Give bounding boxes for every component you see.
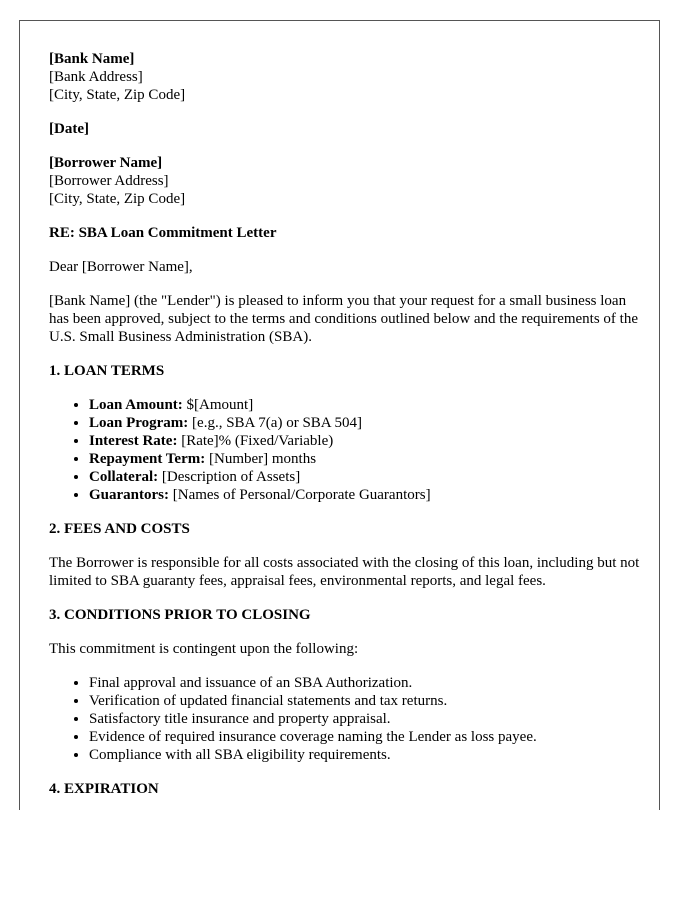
term-label: Interest Rate:: [89, 433, 178, 449]
letter-page: [19, 20, 660, 810]
loan-terms-list: [49, 396, 649, 504]
conditions-intro: This commitment is contingent upon the following:: [49, 641, 359, 657]
term-value: [Rate]% (Fixed/Variable): [177, 433, 334, 449]
bank-address: [Bank Address]: [49, 69, 143, 85]
term-value: [Description of Assets]: [158, 469, 301, 485]
term-value: [Number] months: [205, 451, 317, 467]
term-label: Repayment Term:: [89, 451, 206, 467]
conditions-list: [49, 674, 649, 764]
bank-name: [Bank Name]: [49, 51, 135, 67]
term-label: Loan Program:: [89, 415, 189, 431]
conditions-heading: 3. CONDITIONS PRIOR TO CLOSING: [49, 607, 311, 623]
term-value: [e.g., SBA 7(a) or SBA 504]: [188, 415, 363, 431]
fees-heading: 2. FEES AND COSTS: [49, 521, 190, 537]
bank-city-state-zip: [City, State, Zip Code]: [49, 87, 186, 103]
term-value: $[Amount]: [182, 397, 254, 413]
loan-terms-heading: 1. LOAN TERMS: [49, 363, 165, 379]
list-item: • Compliance with all SBA eligibility requirements.: [89, 746, 649, 764]
term-label: Loan Amount:: [89, 397, 183, 413]
list-item: [89, 468, 649, 486]
list-item: • Satisfactory title insurance and property appraisal.: [89, 710, 649, 728]
term-value: [Names of Personal/Corporate Guarantors]: [169, 487, 431, 503]
list-item: [89, 486, 649, 504]
list-item: • Final approval and issuance of an SBA Authorization.: [89, 674, 649, 692]
list-item: [89, 432, 649, 450]
term-label: Guarantors:: [89, 487, 169, 503]
letter-content: [49, 50, 649, 810]
bank-block: [49, 50, 649, 104]
fees-paragraph: The Borrower is responsible for all costs associated with the closing of this loan, including but not limited to SBA guaranty fees, appraisal fees, environmental reports, and legal fees.: [49, 555, 640, 589]
borrower-city-state-zip: [City, State, Zip Code]: [49, 191, 186, 207]
borrower-name: [Borrower Name]: [49, 155, 163, 171]
list-item: [89, 396, 649, 414]
salutation: Dear [Borrower Name],: [49, 259, 193, 275]
expiration-heading: 4. EXPIRATION: [49, 781, 159, 797]
list-item: [89, 450, 649, 468]
intro-paragraph: [Bank Name] (the "Lender") is pleased to inform you that your request for a small business loan has been approved, subject to the terms and conditions outlined below and the requirements of the U.S. Small Business Administration (SBA).: [49, 293, 639, 345]
subject-line: RE: SBA Loan Commitment Letter: [49, 225, 277, 241]
letter-date: [Date]: [49, 121, 89, 137]
list-item: • Verification of updated financial statements and tax returns.: [89, 692, 649, 710]
list-item: • Evidence of required insurance coverage naming the Lender as loss payee.: [89, 728, 649, 746]
borrower-block: [49, 154, 649, 208]
list-item: [89, 414, 649, 432]
term-label: Collateral:: [89, 469, 159, 485]
borrower-address: [Borrower Address]: [49, 173, 169, 189]
